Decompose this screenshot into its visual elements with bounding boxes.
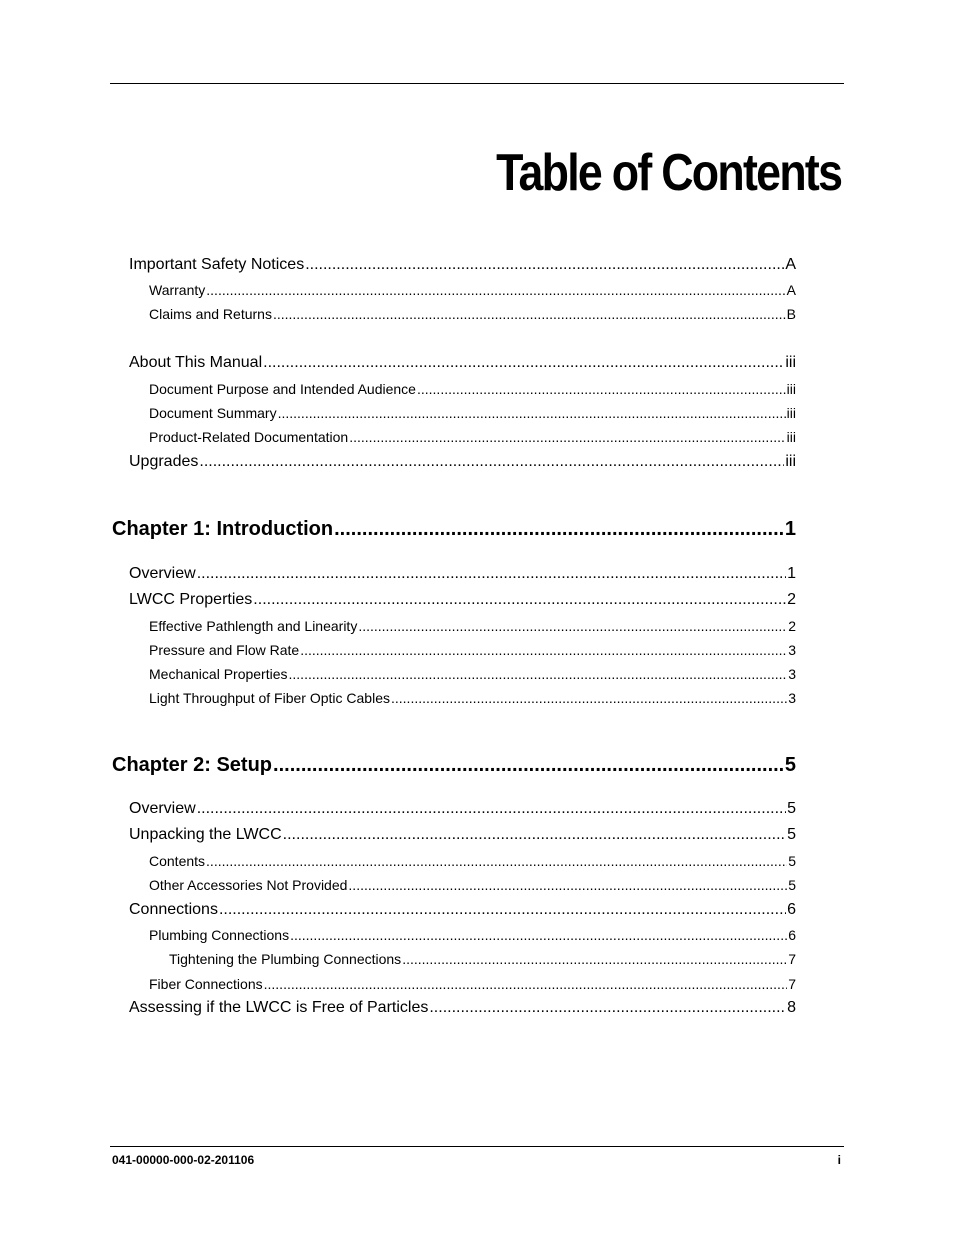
- toc-entry-label: Document Summary: [149, 405, 277, 421]
- leader-dots: [429, 999, 786, 1017]
- toc-entry-label: Upgrades: [129, 453, 199, 470]
- toc-entry-label: Important Safety Notices: [129, 256, 305, 273]
- toc-entry-light-throughput[interactable]: [149, 690, 796, 706]
- toc-page-number: iii: [786, 405, 796, 421]
- toc-entry-label: Document Purpose and Intended Audience: [149, 381, 416, 397]
- toc-page-number: 7: [788, 976, 796, 992]
- toc-page-number: 3: [788, 642, 796, 658]
- toc-entry-label: Fiber Connections: [149, 976, 263, 992]
- leader-dots: [264, 976, 788, 992]
- toc-page-number: 8: [787, 999, 796, 1016]
- toc-chapter-2[interactable]: [112, 754, 796, 777]
- toc-entry-about-this-manual[interactable]: [129, 354, 796, 372]
- toc-entry-upgrades[interactable]: [129, 453, 796, 471]
- toc-entry-label: Mechanical Properties: [149, 666, 288, 682]
- toc-page-number: 5: [787, 826, 796, 843]
- toc-entry-lwcc-properties[interactable]: [129, 591, 796, 609]
- toc-entry-mechanical-properties[interactable]: [149, 666, 796, 682]
- toc-page-number: 5: [788, 877, 796, 893]
- toc-entry-document-summary[interactable]: [149, 405, 796, 421]
- toc-entry-label: Contents: [149, 853, 206, 869]
- leader-dots: [348, 877, 787, 893]
- toc-entry-label: Effective Pathlength and Linearity: [149, 618, 358, 634]
- toc-entry-label: Product-Related Documentation: [149, 429, 349, 445]
- toc-page-number: 6: [787, 901, 796, 918]
- toc-page-number: 2: [788, 618, 796, 634]
- leader-dots: [334, 518, 784, 541]
- leader-dots: [349, 429, 785, 445]
- toc-entry-label: LWCC Properties: [129, 591, 253, 608]
- leader-dots: [219, 901, 786, 919]
- toc-entry-connections[interactable]: [129, 901, 796, 919]
- toc-entry-label: Overview: [129, 565, 196, 582]
- toc-entry-plumbing-connections[interactable]: [149, 927, 796, 943]
- toc-page-number: 5: [788, 853, 796, 869]
- leader-dots: [273, 306, 786, 322]
- leader-dots: [206, 282, 785, 298]
- toc-chapter-label: Chapter 2: Setup: [112, 754, 273, 776]
- toc-page-number: 5: [787, 800, 796, 817]
- leader-dots: [253, 591, 786, 609]
- page-title: Table of Contents: [495, 144, 841, 202]
- leader-dots: [300, 642, 787, 658]
- footer-rule: [110, 1146, 844, 1147]
- leader-dots: [197, 800, 786, 818]
- toc-entry-label: Light Throughput of Fiber Optic Cables: [149, 690, 390, 706]
- toc-entry-unpacking[interactable]: [129, 826, 796, 844]
- toc-entry-label: Overview: [129, 800, 196, 817]
- toc-entry-fiber-connections[interactable]: [149, 976, 796, 992]
- toc-entry-contents[interactable]: [149, 853, 796, 869]
- toc-entry-important-safety-notices[interactable]: [129, 256, 796, 274]
- toc-entry-label: Pressure and Flow Rate: [149, 642, 300, 658]
- toc-page-number: iii: [785, 453, 796, 470]
- toc-entry-pressure-flow-rate[interactable]: [149, 642, 796, 658]
- toc-chapter-label: Chapter 1: Introduction: [112, 518, 334, 540]
- toc-page-number: 2: [787, 591, 796, 608]
- toc-entry-warranty[interactable]: [149, 282, 796, 298]
- leader-dots: [289, 666, 788, 682]
- toc-entry-document-purpose[interactable]: [149, 381, 796, 397]
- toc-page-number: iii: [786, 429, 796, 445]
- toc-page-number: 6: [788, 927, 796, 943]
- toc-entry-tightening-plumbing[interactable]: [169, 951, 796, 967]
- toc-page-number: 3: [788, 666, 796, 682]
- toc-entry-overview[interactable]: [129, 800, 796, 818]
- toc-entry-assessing-particles[interactable]: [129, 999, 796, 1017]
- toc-entry-overview[interactable]: [129, 565, 796, 583]
- toc-entry-label: Claims and Returns: [149, 306, 272, 322]
- toc-page-number: A: [785, 256, 796, 273]
- leader-dots: [417, 381, 786, 397]
- toc-page-number: iii: [786, 381, 796, 397]
- toc-entry-effective-pathlength[interactable]: [149, 618, 796, 634]
- toc-entry-claims-and-returns[interactable]: [149, 306, 796, 322]
- toc-entry-product-related-documentation[interactable]: [149, 429, 796, 445]
- toc-entry-label: Connections: [129, 901, 218, 918]
- leader-dots: [391, 690, 787, 706]
- toc-entry-label: Assessing if the LWCC is Free of Particles: [129, 999, 429, 1016]
- toc-page-number: 1: [787, 565, 796, 582]
- toc-page-number: A: [786, 282, 796, 298]
- leader-dots: [358, 618, 787, 634]
- leader-dots: [199, 453, 784, 471]
- leader-dots: [278, 405, 786, 421]
- toc-entry-label: Tightening the Plumbing Connections: [169, 951, 402, 967]
- leader-dots: [263, 354, 784, 372]
- toc-page-number: 7: [788, 951, 796, 967]
- toc-page-number: iii: [785, 354, 796, 371]
- toc-entry-other-accessories[interactable]: [149, 877, 796, 893]
- footer-document-number: 041-00000-000-02-201106: [112, 1153, 255, 1167]
- toc-entry-label: About This Manual: [129, 354, 263, 371]
- leader-dots: [402, 951, 787, 967]
- leader-dots: [197, 565, 786, 583]
- leader-dots: [283, 826, 786, 844]
- toc-page-number: 1: [784, 518, 796, 540]
- toc-chapter-1[interactable]: [112, 518, 796, 541]
- toc-entry-label: Plumbing Connections: [149, 927, 290, 943]
- toc-entry-label: Unpacking the LWCC: [129, 826, 282, 843]
- toc-entry-label: Other Accessories Not Provided: [149, 877, 348, 893]
- toc-entry-label: Warranty: [149, 282, 206, 298]
- leader-dots: [273, 754, 784, 777]
- leader-dots: [290, 927, 787, 943]
- toc-page-number: B: [786, 306, 796, 322]
- toc-page-number: 5: [784, 754, 796, 776]
- leader-dots: [206, 853, 787, 869]
- toc-page-number: 3: [788, 690, 796, 706]
- footer-page-number: i: [837, 1153, 841, 1167]
- leader-dots: [305, 256, 784, 274]
